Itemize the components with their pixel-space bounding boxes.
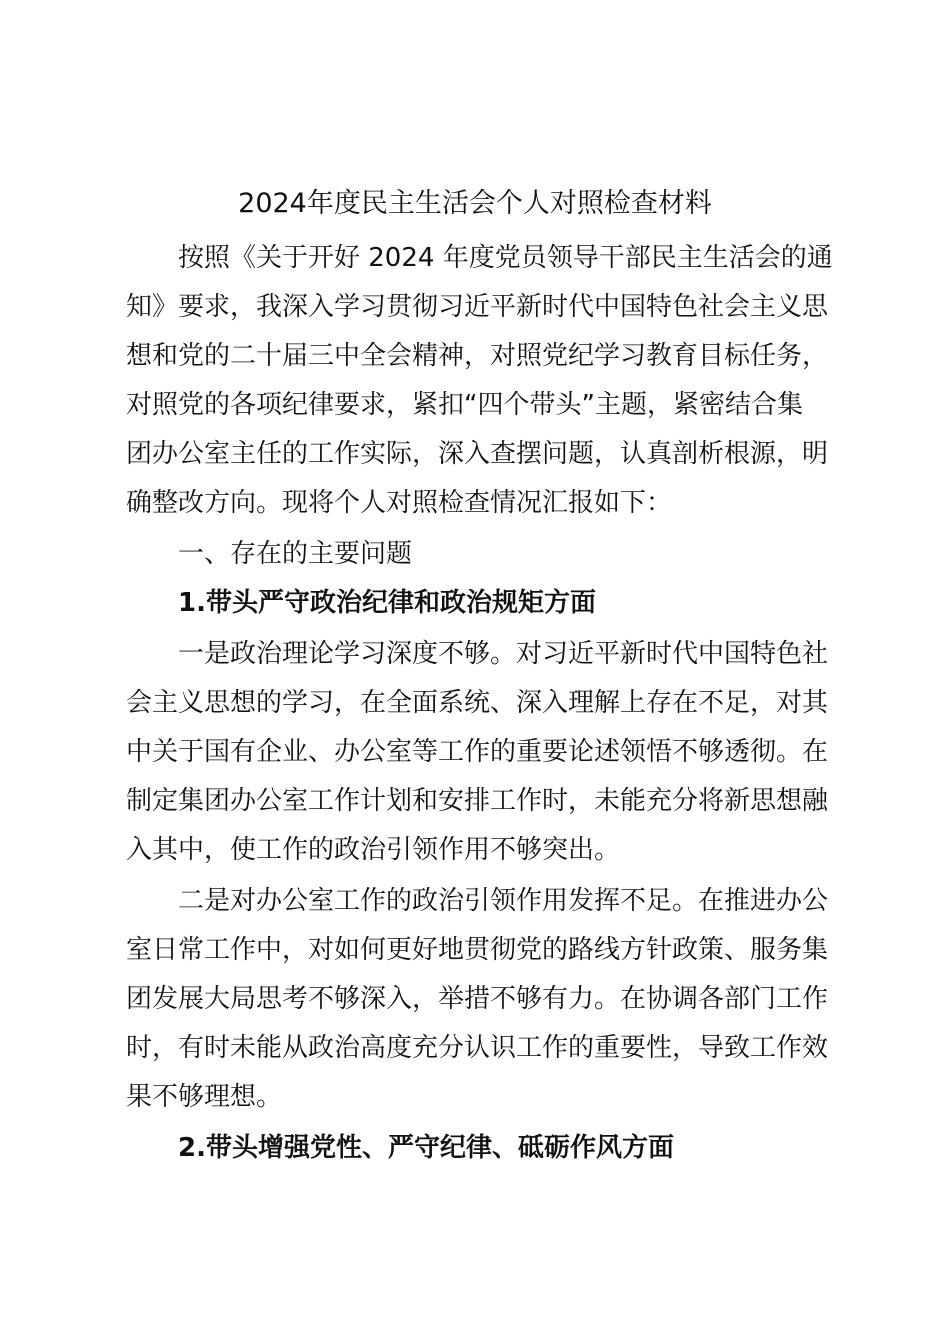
point-one-line: 入其中，使工作的政治引领作用不够突出。 — [126, 835, 621, 865]
intro-line: 按照《关于开好 2024 年度党员领导干部民主生活会的通 — [178, 243, 833, 273]
point-one-line: 会主义思想的学习，在全面系统、深入理解上存在不足，对其 — [126, 688, 829, 718]
subsection-heading: 2.带头增强党性、严守纪律、砥砺作风方面 — [178, 1133, 674, 1163]
intro-line: 对照党的各项纪律要求，紧扣“四个带头”主题，紧密结合集 — [126, 390, 803, 420]
point-one-line: 制定集团办公室工作计划和安排工作时，未能充分将新思想融 — [126, 786, 829, 816]
intro-line: 知》要求，我深入学习贯彻习近平新时代中国特色社会主义思 — [126, 292, 829, 322]
point-one-line: 中关于国有企业、办公室等工作的重要论述领悟不够透彻。在 — [126, 737, 829, 767]
point-one-line: 一是政治理论学习深度不够。对习近平新时代中国特色社 — [178, 639, 829, 669]
intro-line: 想和党的二十届三中全会精神，对照党纪学习教育目标任务， — [126, 341, 829, 371]
subsection-heading: 1.带头严守政治纪律和政治规矩方面 — [178, 588, 596, 618]
point-two-line: 室日常工作中，对如何更好地贯彻党的路线方针政策、服务集 — [126, 935, 829, 965]
intro-line: 确整改方向。现将个人对照检查情况汇报如下： — [126, 488, 673, 518]
point-two-line: 果不够理想。 — [126, 1082, 283, 1112]
document-title: 2024年度民主生活会个人对照检查材料 — [238, 188, 712, 219]
point-two-line: 时，有时未能从政治高度充分认识工作的重要性，导致工作效 — [126, 1033, 829, 1063]
point-two-line: 团发展大局思考不够深入，举措不够有力。在协调各部门工作 — [126, 984, 829, 1014]
intro-line: 团办公室主任的工作实际，深入查摆问题，认真剖析根源，明 — [126, 439, 829, 469]
section-heading: 一、存在的主要问题 — [178, 539, 413, 569]
point-two-line: 二是对办公室工作的政治引领作用发挥不足。在推进办公 — [178, 886, 829, 916]
